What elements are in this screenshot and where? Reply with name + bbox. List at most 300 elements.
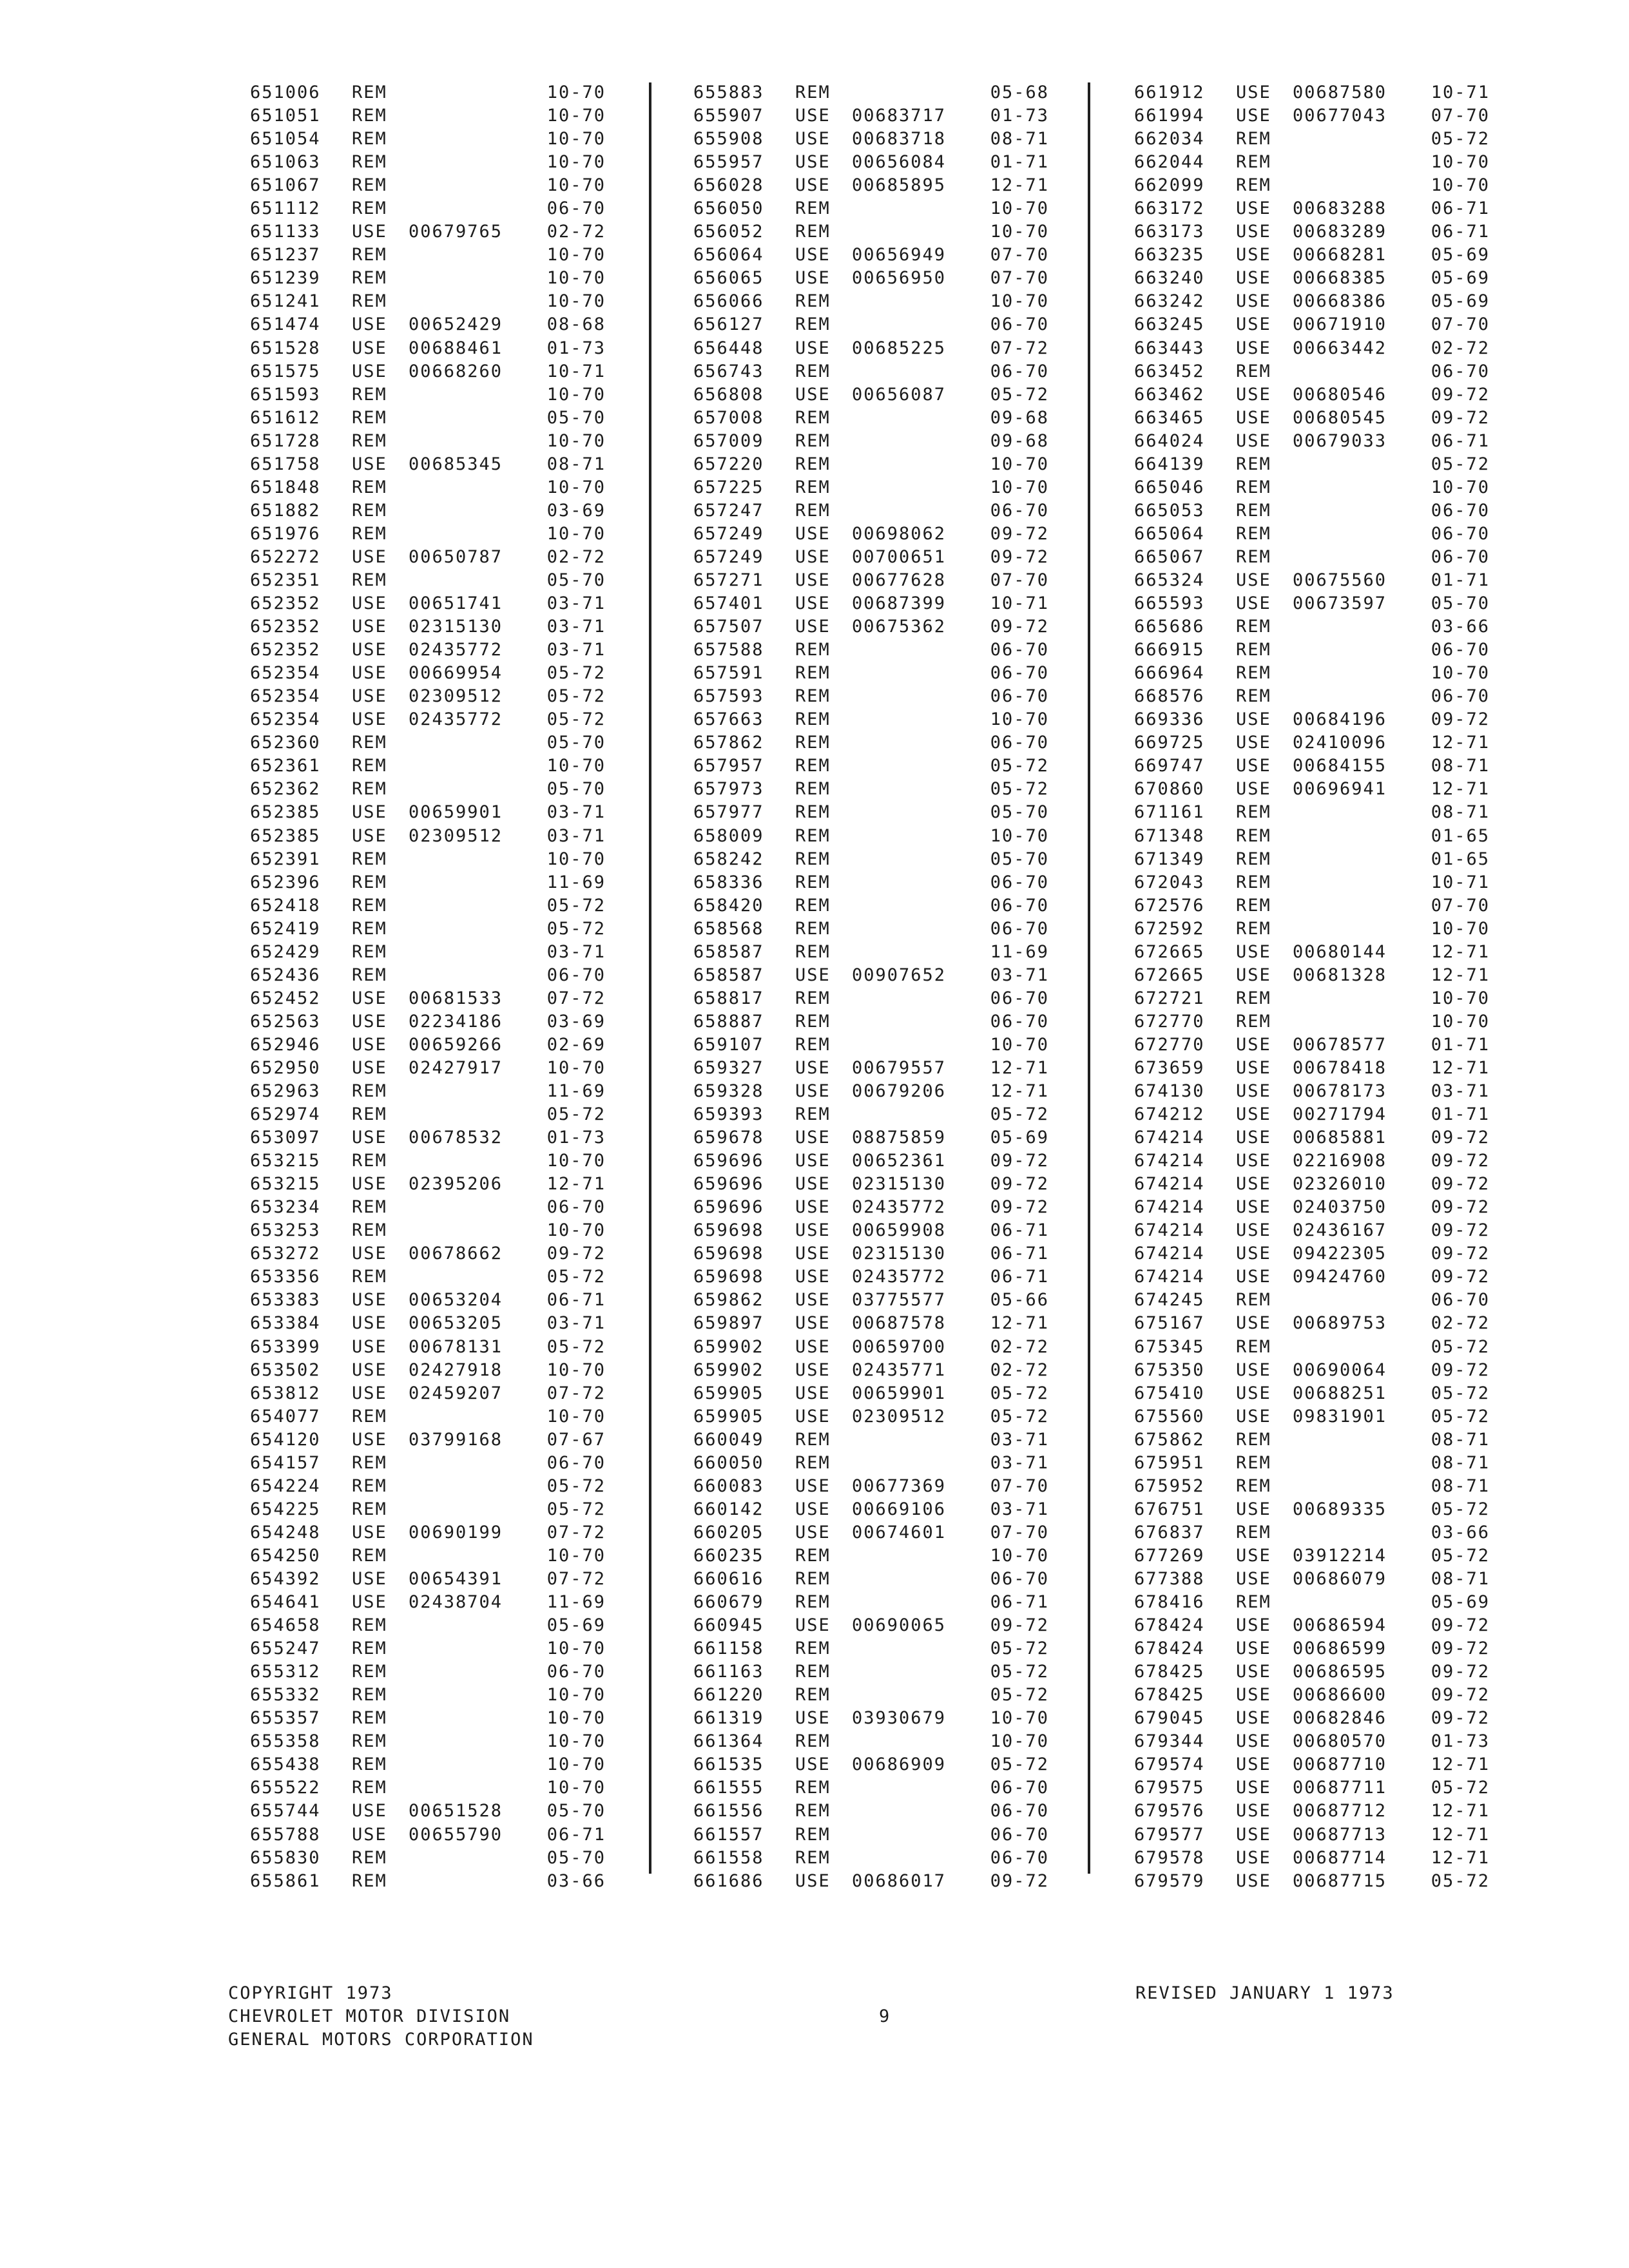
effective-date: 12-71 (990, 1057, 1049, 1078)
list-item (1134, 801, 1495, 824)
list-item (693, 941, 1054, 964)
part-number: 674214 (1134, 1151, 1205, 1171)
effective-date: 06-70 (990, 988, 1049, 1008)
action-code: REM (1236, 477, 1271, 497)
new-part-number: 00656949 (852, 245, 947, 265)
part-number: 651133 (250, 222, 321, 242)
action-code: USE (352, 1057, 387, 1078)
part-number: 657663 (693, 709, 764, 730)
effective-date: 10-70 (1431, 152, 1490, 173)
part-number: 652946 (250, 1034, 321, 1055)
list-item (693, 1591, 1054, 1614)
new-part-number: 00685345 (409, 454, 503, 474)
part-number: 672721 (1134, 988, 1205, 1008)
effective-date: 07-72 (546, 1383, 606, 1403)
part-number: 679045 (1134, 1708, 1205, 1729)
action-code: USE (352, 1569, 387, 1589)
action-code: REM (352, 1545, 387, 1566)
effective-date: 09-72 (1431, 1360, 1490, 1380)
effective-date: 05-72 (546, 663, 606, 684)
effective-date: 03-71 (990, 965, 1049, 985)
list-item (250, 1080, 611, 1103)
list-item (250, 1684, 611, 1707)
list-item (1134, 778, 1495, 801)
new-part-number: 00687712 (1293, 1801, 1387, 1821)
action-code: USE (1236, 384, 1271, 405)
list-item (250, 1800, 611, 1823)
part-number: 658587 (693, 965, 764, 985)
action-code: REM (795, 849, 831, 869)
list-item (1134, 569, 1495, 592)
effective-date: 10-70 (990, 198, 1049, 219)
part-number: 658420 (693, 895, 764, 916)
action-code: USE (1236, 1731, 1271, 1752)
new-part-number: 02435772 (852, 1267, 947, 1287)
part-number: 674214 (1134, 1174, 1205, 1195)
list-item (1134, 197, 1495, 220)
action-code: USE (1236, 941, 1271, 962)
new-part-number: 00651528 (409, 1801, 503, 1821)
part-number: 656743 (693, 361, 764, 381)
action-code: USE (352, 1429, 387, 1450)
new-part-number: 00689335 (1293, 1499, 1387, 1519)
part-number: 655357 (250, 1708, 321, 1729)
part-number: 651239 (250, 268, 321, 289)
part-number: 663452 (1134, 361, 1205, 381)
effective-date: 05-69 (546, 1615, 606, 1636)
action-code: USE (1236, 1406, 1271, 1427)
effective-date: 09-72 (1431, 1244, 1490, 1264)
part-number: 653272 (250, 1244, 321, 1264)
list-item (250, 825, 611, 848)
action-code: REM (795, 1824, 831, 1845)
new-part-number: 00690199 (409, 1522, 503, 1542)
list-item (250, 1823, 611, 1847)
action-code: REM (1236, 500, 1271, 521)
effective-date: 05-70 (546, 1847, 606, 1868)
list-item (250, 81, 611, 104)
column-2 (693, 81, 1054, 1891)
effective-date: 06-71 (1431, 198, 1490, 219)
part-number: 674245 (1134, 1290, 1205, 1311)
list-item (693, 104, 1054, 128)
effective-date: 10-71 (1431, 82, 1490, 102)
part-number: 659393 (693, 1104, 764, 1125)
part-number: 657247 (693, 500, 764, 521)
part-number: 663173 (1134, 222, 1205, 242)
effective-date: 09-72 (1431, 384, 1490, 405)
part-number: 659678 (693, 1128, 764, 1148)
effective-date: 03-71 (546, 1313, 606, 1334)
list-item (250, 848, 611, 871)
action-code: USE (1236, 1383, 1271, 1403)
effective-date: 09-72 (990, 617, 1049, 637)
effective-date: 10-70 (546, 1731, 606, 1752)
action-code: REM (352, 779, 387, 800)
list-item (250, 128, 611, 151)
list-item (250, 244, 611, 267)
effective-date: 09-72 (1431, 709, 1490, 730)
list-item (250, 871, 611, 894)
part-number: 657249 (693, 523, 764, 544)
new-part-number: 00690065 (852, 1615, 947, 1636)
part-number: 663172 (1134, 198, 1205, 219)
new-part-number: 00678131 (409, 1336, 503, 1357)
action-code: REM (352, 733, 387, 753)
action-code: USE (795, 1406, 831, 1427)
part-number: 671348 (1134, 825, 1205, 846)
new-part-number: 00659901 (409, 802, 503, 823)
list-item (1134, 708, 1495, 731)
part-number: 663443 (1134, 338, 1205, 358)
list-item (1134, 1800, 1495, 1823)
effective-date: 11-69 (546, 1081, 606, 1102)
column-divider (649, 82, 651, 1874)
part-number: 663242 (1134, 291, 1205, 312)
action-code: USE (1236, 1313, 1271, 1334)
part-number: 665053 (1134, 500, 1205, 521)
action-code: USE (1236, 106, 1271, 126)
effective-date: 10-70 (990, 709, 1049, 730)
part-number: 672665 (1134, 965, 1205, 985)
new-part-number: 00679557 (852, 1057, 947, 1078)
part-number: 652361 (250, 756, 321, 776)
list-item (250, 220, 611, 244)
list-item (693, 754, 1054, 778)
new-part-number: 00678418 (1293, 1057, 1387, 1078)
list-item (250, 1568, 611, 1591)
list-item (693, 1870, 1054, 1893)
action-code: USE (1236, 1174, 1271, 1195)
list-item (250, 1428, 611, 1452)
action-code: REM (795, 82, 831, 102)
part-number: 671161 (1134, 802, 1205, 823)
part-number: 653215 (250, 1174, 321, 1195)
list-item (1134, 918, 1495, 941)
part-number: 658817 (693, 988, 764, 1008)
action-code: REM (1236, 686, 1271, 707)
list-item (1134, 871, 1495, 894)
part-number: 654641 (250, 1592, 321, 1613)
effective-date: 05-72 (990, 1406, 1049, 1427)
action-code: USE (795, 1197, 831, 1218)
action-code: REM (352, 1475, 387, 1496)
part-number: 654248 (250, 1522, 321, 1542)
effective-date: 03-71 (546, 802, 606, 823)
part-number: 653812 (250, 1383, 321, 1403)
effective-date: 05-69 (1431, 268, 1490, 289)
part-number: 659897 (693, 1313, 764, 1334)
action-code: REM (795, 895, 831, 916)
list-item (1134, 1312, 1495, 1335)
effective-date: 09-72 (990, 1615, 1049, 1636)
part-number: 675951 (1134, 1452, 1205, 1473)
list-item (693, 918, 1054, 941)
new-part-number: 00674601 (852, 1522, 947, 1542)
part-number: 661535 (693, 1754, 764, 1775)
action-code: REM (1236, 640, 1271, 660)
list-item (693, 1521, 1054, 1544)
part-number: 657593 (693, 686, 764, 707)
part-number: 675410 (1134, 1383, 1205, 1403)
list-item (693, 1776, 1054, 1800)
list-item (1134, 1382, 1495, 1405)
action-code: USE (795, 1336, 831, 1357)
effective-date: 09-72 (1431, 1220, 1490, 1241)
list-item (250, 453, 611, 476)
action-code: USE (795, 1754, 831, 1775)
action-code: REM (352, 1870, 387, 1891)
new-part-number: 00668260 (409, 361, 503, 381)
effective-date: 05-72 (1431, 129, 1490, 149)
new-part-number: 08875859 (852, 1128, 947, 1148)
list-item (250, 918, 611, 941)
list-item (250, 731, 611, 754)
new-part-number: 00686017 (852, 1870, 947, 1891)
new-part-number: 02309512 (852, 1406, 947, 1427)
new-part-number: 00688251 (1293, 1383, 1387, 1403)
part-number: 654658 (250, 1615, 321, 1636)
column-1 (250, 81, 611, 1891)
new-part-number: 03775577 (852, 1290, 947, 1311)
part-number: 651054 (250, 129, 321, 149)
action-code: REM (795, 1034, 831, 1055)
part-number: 659698 (693, 1267, 764, 1287)
action-code: USE (352, 709, 387, 730)
effective-date: 09-72 (1431, 1662, 1490, 1682)
effective-date: 10-70 (546, 523, 606, 544)
part-number: 651575 (250, 361, 321, 381)
part-number: 653215 (250, 1151, 321, 1171)
list-item (1134, 1475, 1495, 1498)
effective-date: 12-71 (1431, 941, 1490, 962)
effective-date: 12-71 (1431, 779, 1490, 800)
list-item (1134, 313, 1495, 336)
new-part-number: 00271794 (1293, 1104, 1387, 1125)
action-code: REM (1236, 1475, 1271, 1496)
list-item (1134, 476, 1495, 499)
effective-date: 05-66 (990, 1290, 1049, 1311)
list-item (250, 1149, 611, 1173)
effective-date: 11-69 (990, 941, 1049, 962)
action-code: REM (1236, 152, 1271, 173)
new-part-number: 00698062 (852, 523, 947, 544)
action-code: REM (1236, 802, 1271, 823)
part-number: 657957 (693, 756, 764, 776)
part-number: 657008 (693, 407, 764, 428)
list-item (693, 430, 1054, 453)
action-code: REM (352, 1639, 387, 1659)
part-number: 651063 (250, 152, 321, 173)
part-number: 657249 (693, 546, 764, 567)
list-item (250, 1753, 611, 1776)
action-code: REM (352, 1754, 387, 1775)
list-item (1134, 1660, 1495, 1684)
list-item (693, 848, 1054, 871)
list-item (693, 1080, 1054, 1103)
action-code: USE (795, 1383, 831, 1403)
effective-date: 06-71 (546, 1290, 606, 1311)
list-item (693, 1614, 1054, 1637)
list-item (250, 1452, 611, 1475)
list-item (1134, 383, 1495, 407)
action-code: USE (352, 686, 387, 707)
list-item (250, 662, 611, 685)
new-part-number: 00686599 (1293, 1639, 1387, 1659)
effective-date: 06-70 (546, 1197, 606, 1218)
new-part-number: 00688461 (409, 338, 503, 358)
effective-date: 05-72 (546, 1475, 606, 1496)
effective-date: 03-69 (546, 1011, 606, 1032)
part-number: 662034 (1134, 129, 1205, 149)
effective-date: 06-70 (546, 198, 606, 219)
part-number: 654224 (250, 1475, 321, 1496)
action-code: REM (795, 361, 831, 381)
part-number: 660050 (693, 1452, 764, 1473)
list-item (693, 1057, 1054, 1080)
effective-date: 10-70 (990, 477, 1049, 497)
list-item (693, 499, 1054, 523)
list-item (693, 1196, 1054, 1219)
effective-date: 05-72 (546, 1267, 606, 1287)
action-code: REM (352, 523, 387, 544)
action-code: USE (795, 1244, 831, 1264)
list-item (693, 1800, 1054, 1823)
part-number: 673659 (1134, 1057, 1205, 1078)
new-part-number: 00668281 (1293, 245, 1387, 265)
new-part-number: 00678662 (409, 1244, 503, 1264)
part-number: 679578 (1134, 1847, 1205, 1868)
part-number: 651612 (250, 407, 321, 428)
part-number: 659107 (693, 1034, 764, 1055)
effective-date: 05-72 (1431, 1545, 1490, 1566)
list-item (250, 1382, 611, 1405)
new-part-number: 02309512 (409, 686, 503, 707)
part-number: 654157 (250, 1452, 321, 1473)
effective-date: 07-70 (1431, 895, 1490, 916)
effective-date: 10-70 (546, 1685, 606, 1706)
action-code: REM (352, 1662, 387, 1682)
part-number: 651241 (250, 291, 321, 312)
new-part-number: 00687713 (1293, 1824, 1387, 1845)
list-item (1134, 1730, 1495, 1753)
list-item (693, 615, 1054, 639)
list-item (250, 1196, 611, 1219)
effective-date: 06-70 (1431, 640, 1490, 660)
part-number: 661994 (1134, 106, 1205, 126)
new-part-number: 02315130 (852, 1174, 947, 1195)
effective-date: 06-71 (1431, 222, 1490, 242)
list-item (1134, 1103, 1495, 1126)
list-item (693, 964, 1054, 987)
list-item (1134, 1591, 1495, 1614)
effective-date: 08-71 (1431, 802, 1490, 823)
part-number: 676837 (1134, 1522, 1205, 1542)
new-part-number: 02410096 (1293, 733, 1387, 753)
action-code: USE (795, 593, 831, 614)
action-code: REM (795, 640, 831, 660)
list-item (1134, 639, 1495, 662)
effective-date: 05-69 (990, 1128, 1049, 1148)
corporation-line: GENERAL MOTORS CORPORATION (228, 2030, 534, 2050)
list-item (1134, 964, 1495, 987)
new-part-number: 00678532 (409, 1128, 503, 1148)
list-item (693, 1382, 1054, 1405)
action-code: REM (795, 802, 831, 823)
effective-date: 09-68 (990, 430, 1049, 451)
action-code: REM (795, 1662, 831, 1682)
list-item (250, 1405, 611, 1428)
list-item (693, 1010, 1054, 1033)
effective-date: 06-70 (990, 733, 1049, 753)
list-item (250, 290, 611, 313)
new-part-number: 00654391 (409, 1569, 503, 1589)
action-code: USE (1236, 291, 1271, 312)
list-item (1134, 1614, 1495, 1637)
effective-date: 05-72 (990, 384, 1049, 405)
part-number: 655247 (250, 1639, 321, 1659)
new-part-number: 00680570 (1293, 1731, 1387, 1752)
part-number: 672576 (1134, 895, 1205, 916)
list-item (250, 1544, 611, 1568)
effective-date: 08-71 (1431, 1429, 1490, 1450)
action-code: USE (352, 1313, 387, 1334)
part-number: 659902 (693, 1360, 764, 1380)
effective-date: 06-70 (990, 686, 1049, 707)
action-code: USE (352, 617, 387, 637)
part-number: 658887 (693, 1011, 764, 1032)
list-item (250, 964, 611, 987)
effective-date: 06-71 (990, 1267, 1049, 1287)
effective-date: 01-73 (546, 338, 606, 358)
list-item (693, 267, 1054, 290)
part-number: 651728 (250, 430, 321, 451)
list-item (1134, 1173, 1495, 1196)
effective-date: 05-72 (546, 1336, 606, 1357)
action-code: REM (795, 1569, 831, 1589)
effective-date: 07-72 (546, 1522, 606, 1542)
part-number: 663465 (1134, 407, 1205, 428)
list-item (250, 1265, 611, 1289)
action-code: REM (352, 1615, 387, 1636)
action-code: USE (1236, 733, 1271, 753)
action-code: USE (352, 1383, 387, 1403)
effective-date: 05-69 (1431, 1592, 1490, 1613)
list-item (693, 1289, 1054, 1312)
action-code: REM (795, 918, 831, 939)
new-part-number: 00681533 (409, 988, 503, 1008)
action-code: REM (1236, 1592, 1271, 1613)
part-number: 653383 (250, 1290, 321, 1311)
effective-date: 10-71 (1431, 872, 1490, 892)
part-number: 666915 (1134, 640, 1205, 660)
new-part-number: 02216908 (1293, 1151, 1387, 1171)
list-item (250, 1312, 611, 1335)
action-code: REM (352, 430, 387, 451)
effective-date: 01-71 (1431, 1104, 1490, 1125)
effective-date: 05-72 (546, 1499, 606, 1519)
part-number: 655957 (693, 152, 764, 173)
effective-date: 05-69 (1431, 245, 1490, 265)
part-number: 651006 (250, 82, 321, 102)
list-item (1134, 615, 1495, 639)
action-code: REM (795, 1801, 831, 1821)
action-code: USE (795, 1057, 831, 1078)
action-code: USE (352, 222, 387, 242)
action-code: USE (352, 663, 387, 684)
part-number: 652354 (250, 663, 321, 684)
effective-date: 10-70 (546, 175, 606, 196)
